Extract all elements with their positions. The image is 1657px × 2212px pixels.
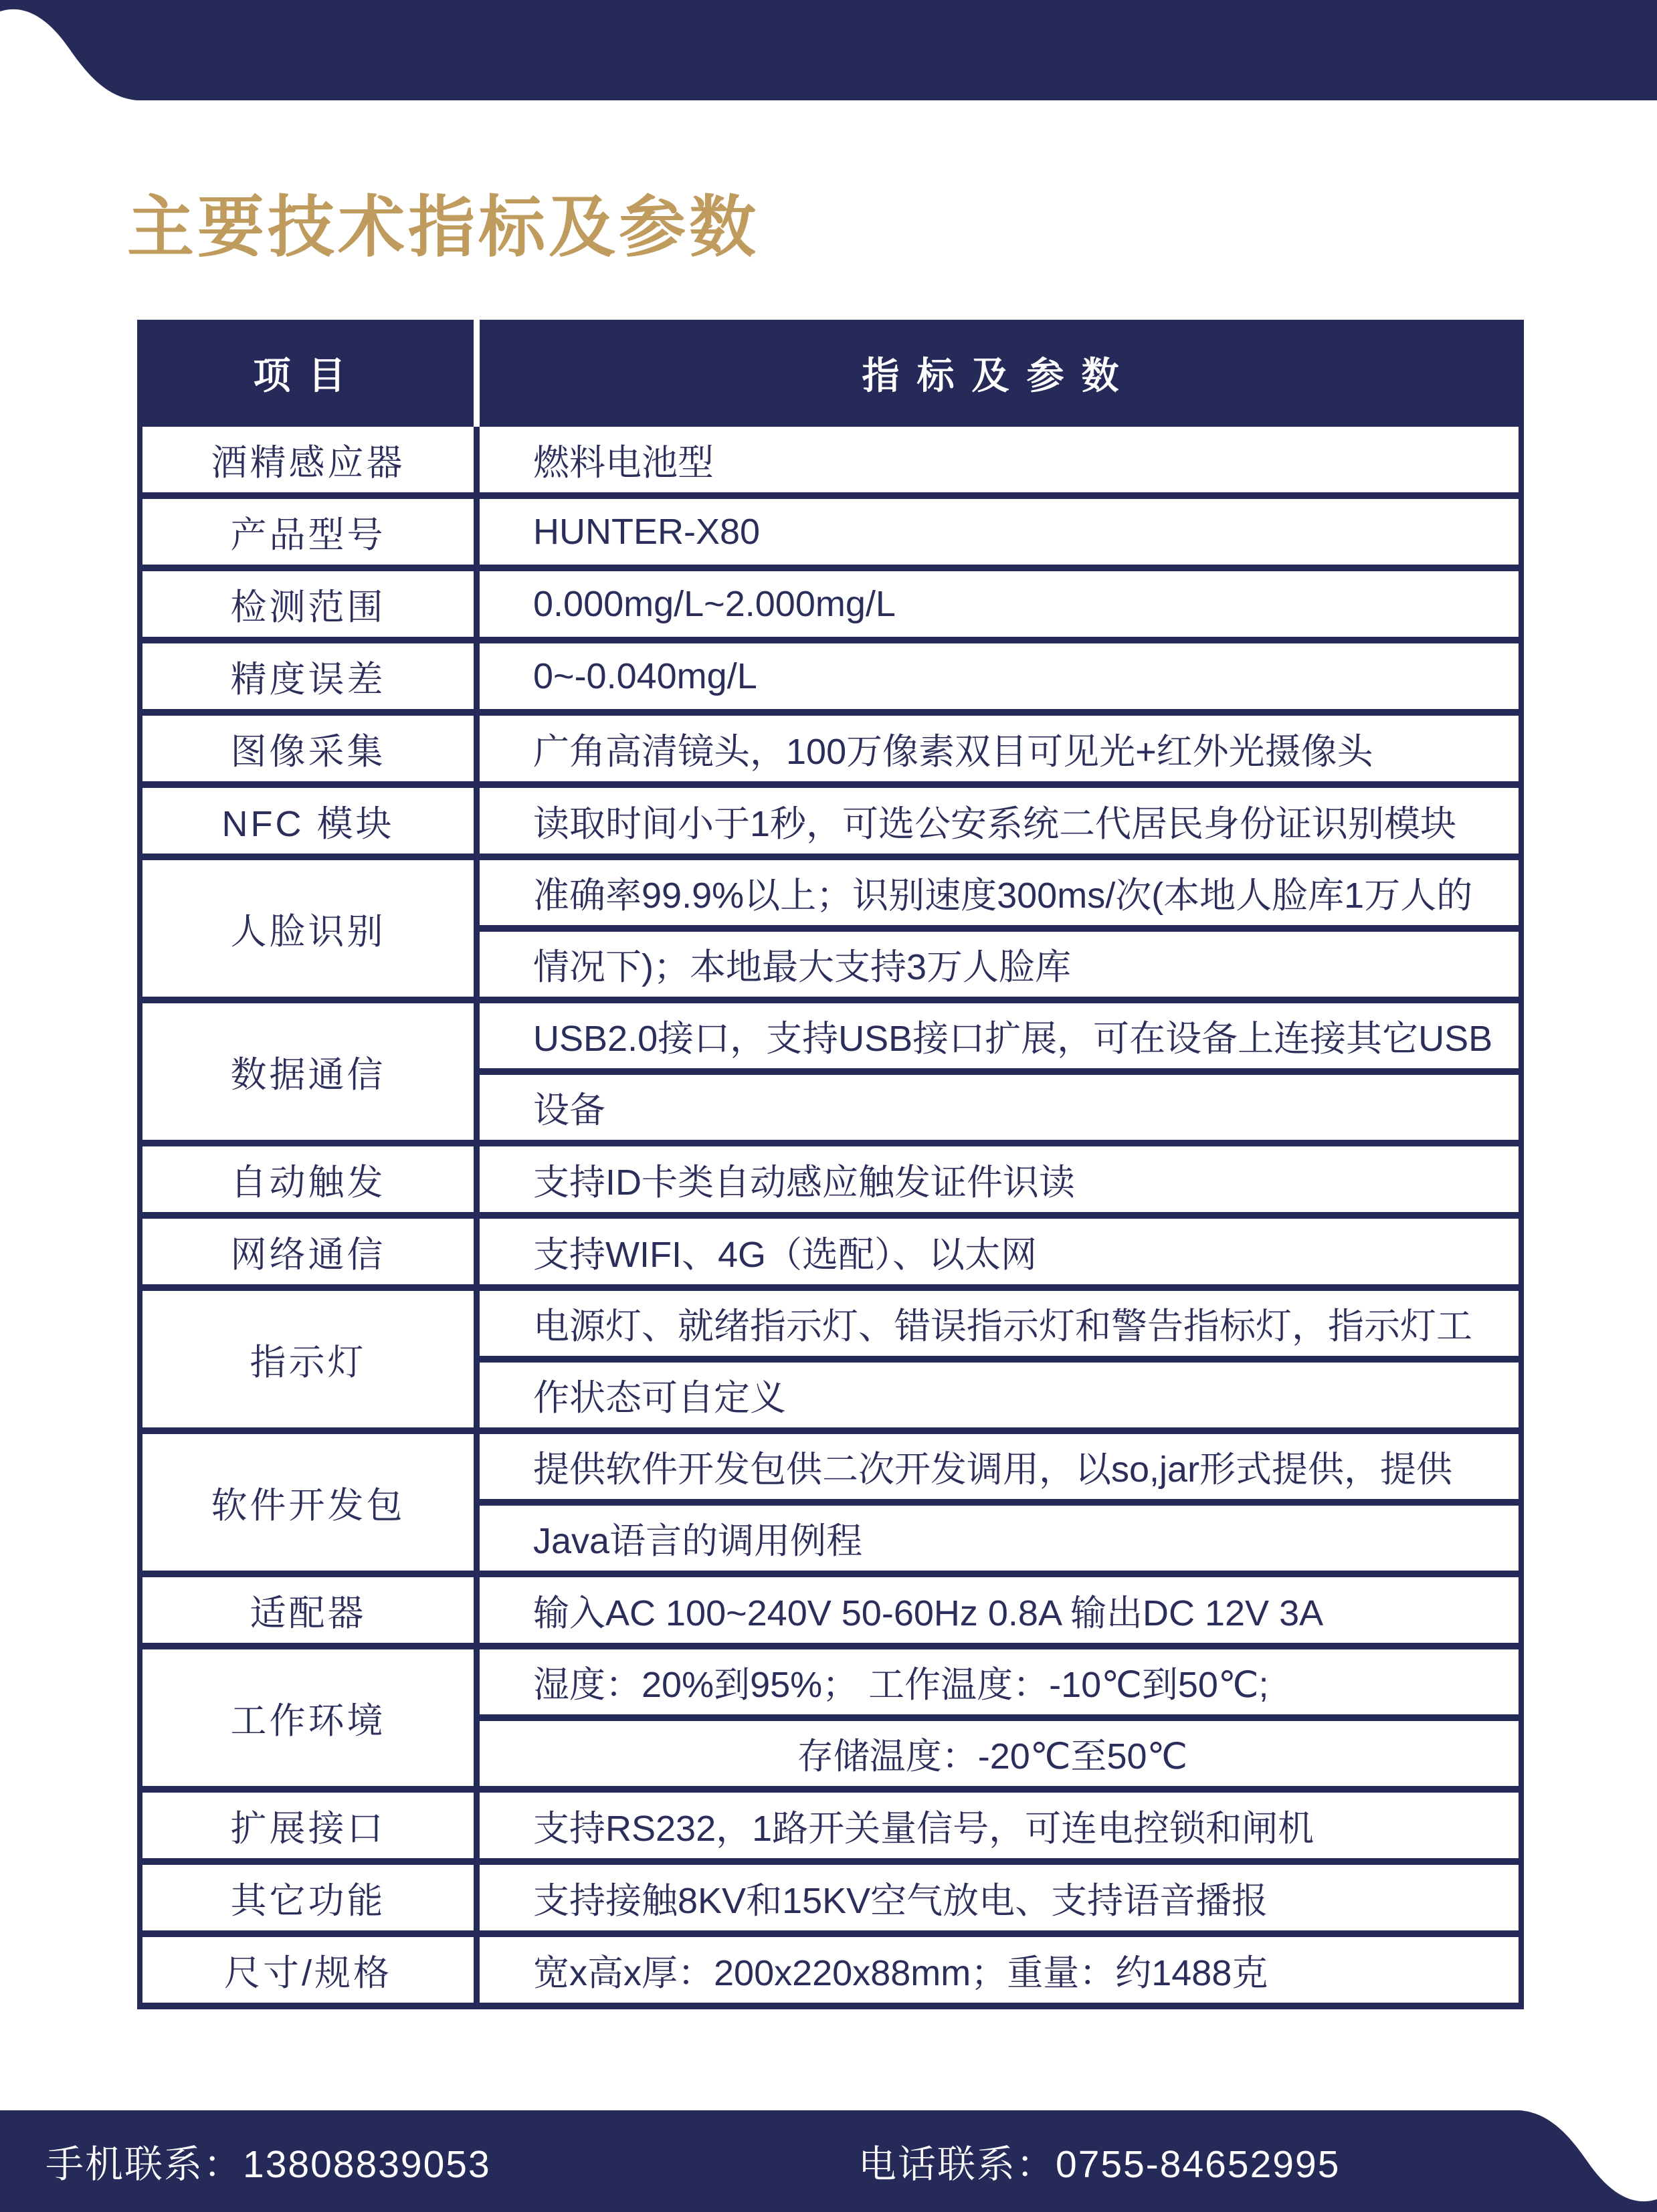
row-value-line: 广角高清镜头，100万像素双目可见光+红外光摄像头 [533, 731, 1373, 772]
header-cell-item: 项目 [253, 355, 363, 397]
row-label: 工作环境 [230, 1700, 386, 1741]
row-values [474, 1434, 1519, 1571]
row-label: 其它功能 [230, 1880, 386, 1921]
page-title: 主要技术指标及参数 [127, 190, 759, 265]
header-cell-specs: 指标及参数 [474, 320, 1519, 427]
row-values [474, 571, 1519, 637]
row-label: 产品型号 [230, 514, 386, 555]
row-values [474, 1003, 1519, 1140]
row-label: 软件开发包 [211, 1485, 405, 1526]
row-values [474, 1577, 1519, 1643]
table-row [142, 1937, 1519, 2009]
table-row [142, 1577, 1519, 1649]
row-values [474, 1865, 1519, 1930]
table-row [142, 716, 1519, 788]
table-row [142, 1003, 1519, 1146]
table-row [142, 1649, 1519, 1793]
table-row [142, 1434, 1519, 1577]
row-value-line: Java语言的调用例程 [480, 1499, 1519, 1571]
spec-table [137, 320, 1524, 2009]
row-values [474, 1649, 1519, 1786]
row-values [474, 427, 1519, 492]
row-label: NFC 模块 [221, 803, 395, 844]
table-row [142, 1865, 1519, 1937]
row-value-line: 0~-0.040mg/L [533, 656, 757, 696]
row-value-line: USB2.0接口，支持USB接口扩展，可在设备上连接其它USB [533, 1019, 1493, 1059]
row-value-line: HUNTER-X80 [533, 512, 761, 552]
row-value-line: 设备 [480, 1068, 1519, 1140]
row-value-line: 0.000mg/L~2.000mg/L [533, 584, 896, 624]
row-value-line: 支持WIFI、4G（选配）、以太网 [533, 1234, 1037, 1275]
row-value-line: 支持接触8KV和15KV空气放电、支持语音播报 [533, 1880, 1268, 1921]
row-value-line: 输入AC 100~240V 50-60Hz 0.8A 输出DC 12V 3A [533, 1593, 1324, 1633]
row-label: 酒精感应器 [211, 442, 405, 483]
row-value-line: 燃料电池型 [533, 442, 714, 483]
row-value-line: 支持ID卡类自动感应触发证件识读 [533, 1162, 1075, 1203]
row-label: 扩展接口 [230, 1808, 386, 1849]
row-label: 检测范围 [230, 587, 386, 627]
row-values [474, 1793, 1519, 1858]
row-values [474, 499, 1519, 565]
row-values [474, 1219, 1519, 1284]
table-row [142, 860, 1519, 1003]
row-label: 指示灯 [250, 1342, 367, 1383]
table-row [142, 1291, 1519, 1434]
row-values [474, 860, 1519, 997]
row-values [474, 716, 1519, 781]
table-row [142, 1219, 1519, 1291]
row-label: 图像采集 [230, 731, 386, 772]
row-value-line: 存储温度：-20℃至50℃ [480, 1714, 1519, 1786]
row-value-line: 作状态可自定义 [480, 1356, 1519, 1427]
row-value-line: 读取时间小于1秒，可选公安系统二代居民身份证识别模块 [533, 803, 1457, 844]
row-values [474, 1291, 1519, 1427]
row-label: 尺寸/规格 [223, 1952, 392, 1993]
row-values [474, 788, 1519, 853]
row-label: 自动触发 [230, 1162, 386, 1203]
row-values [474, 1937, 1519, 2003]
row-value-line: 宽x高x厚：200x220x88mm；重量：约1488克 [533, 1952, 1268, 1993]
row-value-line: 支持RS232，1路开关量信号，可连电控锁和闸机 [533, 1808, 1314, 1849]
table-row [142, 643, 1519, 716]
row-label: 人脸识别 [230, 911, 386, 952]
table-row [142, 571, 1519, 643]
row-values [474, 1146, 1519, 1212]
row-value-line: 电源灯、就绪指示灯、错误指示灯和警告指标灯，指示灯工 [533, 1306, 1472, 1346]
row-label: 精度误差 [230, 659, 386, 700]
row-value-line: 湿度：20%到95%； 工作温度：-10℃到50℃; [533, 1665, 1269, 1705]
table-header-row [142, 320, 1519, 427]
row-label: 网络通信 [230, 1234, 386, 1275]
table-row [142, 499, 1519, 571]
table-row [142, 427, 1519, 499]
table-body [142, 427, 1519, 2009]
row-label: 适配器 [250, 1593, 367, 1633]
table-row [142, 1146, 1519, 1219]
footer-phone-contact: 电话联系：0755-84652995 [858, 2143, 1341, 2186]
footer-mobile-contact: 手机联系：13808839053 [45, 2143, 491, 2186]
top-corner-swoosh-decoration [0, 0, 1657, 100]
row-label: 数据通信 [230, 1054, 386, 1095]
row-values [474, 643, 1519, 709]
row-value-line: 情况下)；本地最大支持3万人脸库 [480, 925, 1519, 997]
row-value-line: 提供软件开发包供二次开发调用，以so,jar形式提供，提供 [533, 1449, 1453, 1490]
table-row [142, 788, 1519, 860]
table-row [142, 1793, 1519, 1865]
row-value-line: 准确率99.9%以上；识别速度300ms/次(本地人脸库1万人的 [533, 876, 1473, 916]
